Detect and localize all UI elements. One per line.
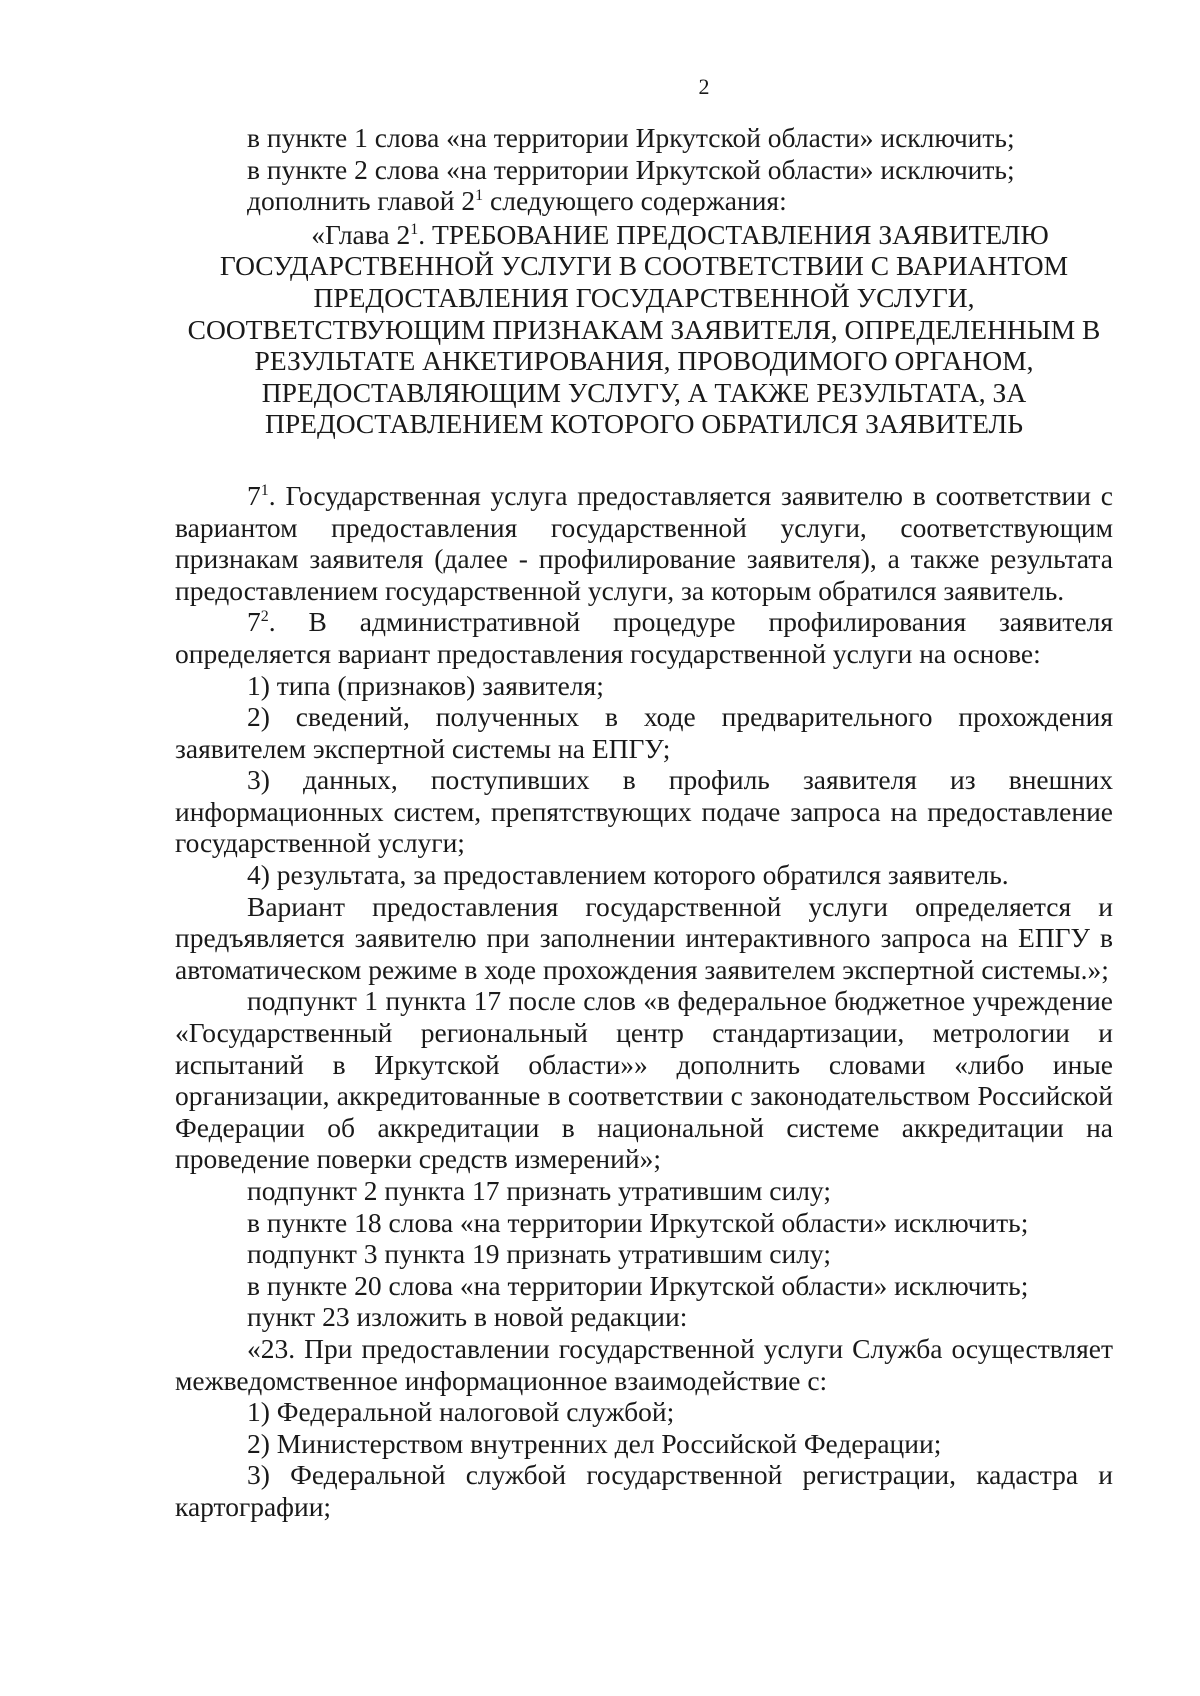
- chapter-heading-line-7: ПРЕДОСТАВЛЕНИЕМ КОТОРОГО ОБРАТИЛСЯ ЗАЯВИТЕЛЬ: [265, 408, 1023, 440]
- amendment-line-5: пункт 23 изложить в новой редакции:: [247, 1301, 688, 1333]
- chapter-heading-line-6: ПРЕДОСТАВЛЯЮЩИМ УСЛУГУ, А ТАКЖЕ РЕЗУЛЬТАТА, ЗА: [261, 376, 1027, 408]
- paragraph-7-1-num: 7: [247, 479, 261, 511]
- add-chapter-text: дополнить главой 2: [247, 185, 476, 217]
- paragraph-7-2-num: 7: [247, 606, 261, 638]
- chapter-heading-line-2: ГОСУДАРСТВЕННОЙ УСЛУГИ В СООТВЕТСТВИИ С ВАРИАНТОМ: [219, 250, 1069, 282]
- paragraph-7-2: [175, 606, 1113, 669]
- paragraph-7-2-text: . В административной процедуре профилирования заявителя определяется вариант предоставления государственной услуги на основе:: [175, 606, 1113, 669]
- amendment-line-1: подпункт 2 пункта 17 признать утратившим силу;: [247, 1175, 831, 1206]
- list-item-23-2: 2) Министерством внутренних дел Российской Федерации;: [247, 1427, 942, 1459]
- chapter-heading: [175, 219, 1113, 440]
- paragraph-17-1: подпункт 1 пункта 17 после слов «в федеральное бюджетное учреждение «Государственный региональный центр стандартизации, метрологии и испытаний в Иркутской области»» дополнить словами «либо иные организации, аккредитованные в соответствии с законодательством Российской Федерации об аккредитации в национальной системе аккредитации на проведение поверки средств измерений»;: [175, 985, 1113, 1175]
- paragraph-7-2-sup: 2: [260, 608, 269, 626]
- paragraph-23: «23. При предоставлении государственной услуги Служба осуществляет межведомственное информационное взаимодействие с:: [175, 1332, 1113, 1396]
- chapter-heading-line-3: ПРЕДОСТАВЛЕНИЯ ГОСУДАРСТВЕННОЙ УСЛУГИ,: [313, 281, 975, 313]
- add-chapter-line: [175, 185, 1113, 217]
- intro-line-2: в пункте 2 слова «на территории Иркутской области» исключить;: [247, 153, 1015, 185]
- list-item-7-2-3: 3) данных, поступивших в профиль заявителя из внешних информационных систем, препятствующих подаче запроса на предоставление государственной услуги;: [175, 764, 1113, 859]
- list-item-7-2-1: 1) типа (признаков) заявителя;: [247, 669, 604, 701]
- paragraph-7-1-text: . Государственная услуга предоставляется заявителю в соответствии с вариантом предоставления государственной услуги, соответствующим признакам заявителя (далее - профилирование заявителя), а также результата предоставлением государственной услуги, за которым обратился заявитель.: [175, 479, 1113, 606]
- list-item-7-2-2: 2) сведений, полученных в ходе предварительного прохождения заявителем экспертной системы на ЕПГУ;: [175, 701, 1113, 764]
- chapter-first-line-tail: . ТРЕБОВАНИЕ ПРЕДОСТАВЛЕНИЯ ЗАЯВИТЕЛЮ: [418, 218, 1049, 250]
- amendment-line-4: в пункте 20 слова «на территории Иркутской области» исключить;: [247, 1269, 1029, 1301]
- amendment-line-3: подпункт 3 пункта 19 признать утратившим силу;: [247, 1238, 831, 1270]
- chapter-heading-line-1: [175, 219, 1113, 251]
- list-item-7-2-4: 4) результата, за предоставлением которого обратился заявитель.: [247, 859, 1009, 891]
- paragraph-variant: Вариант предоставления государственной услуги определяется и предъявляется заявителю при заполнении интерактивного запроса на ЕПГУ в автоматическом режиме в ходе прохождения заявителем экспертной системы.»;: [175, 890, 1113, 985]
- list-item-23-3: 3) Федеральной службой государственной регистрации, кадастра и картографии;: [175, 1459, 1113, 1522]
- page-number: 2: [698, 74, 710, 99]
- chapter-sup: 1: [410, 220, 419, 238]
- chapter-prefix: «Глава 2: [311, 218, 411, 250]
- list-item-23-1: 1) Федеральной налоговой службой;: [247, 1396, 675, 1428]
- chapter-heading-line-5: РЕЗУЛЬТАТЕ АНКЕТИРОВАНИЯ, ПРОВОДИМОГО ОРГАНОМ,: [254, 345, 1034, 377]
- paragraph-7-1-sup: 1: [260, 481, 269, 499]
- amendment-line-2: в пункте 18 слова «на территории Иркутской области» исключить;: [247, 1206, 1029, 1238]
- add-chapter-sup: 1: [475, 187, 484, 205]
- paragraph-7-1: [175, 480, 1113, 606]
- add-chapter-tail: следующего содержания:: [483, 185, 787, 217]
- intro-line-1: в пункте 1 слова «на территории Иркутской области» исключить;: [247, 122, 1015, 153]
- chapter-heading-line-4: СООТВЕТСТВУЮЩИМ ПРИЗНАКАМ ЗАЯВИТЕЛЯ, ОПРЕДЕЛЕННЫМ В: [187, 313, 1101, 345]
